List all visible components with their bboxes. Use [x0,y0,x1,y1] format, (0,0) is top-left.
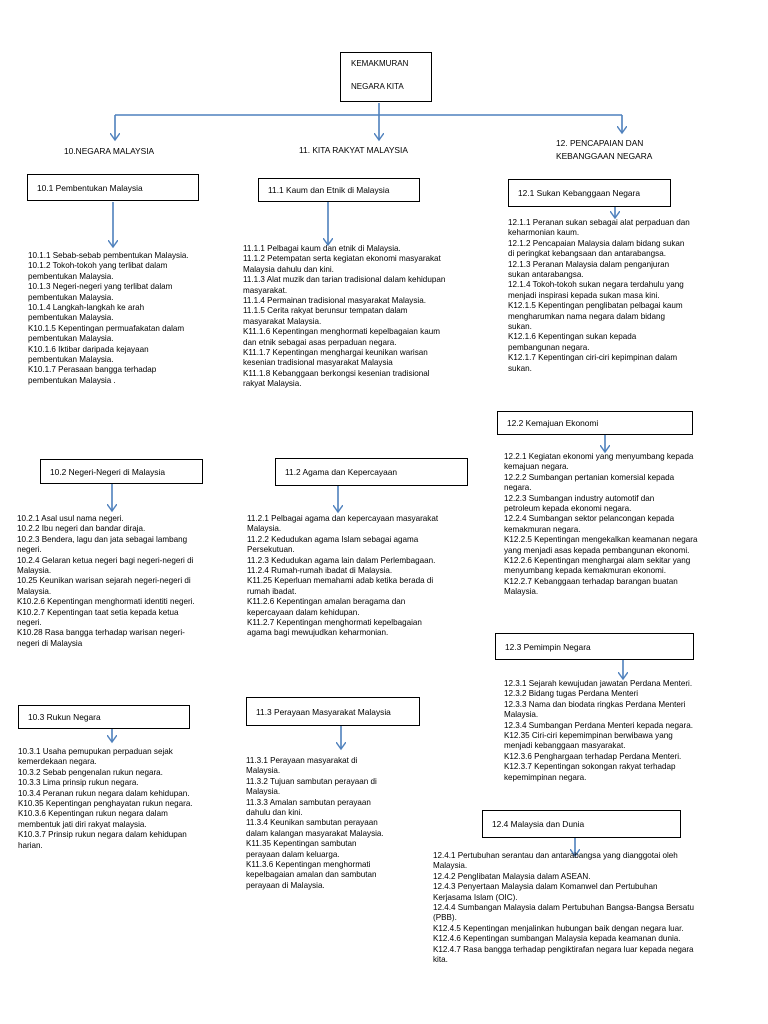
col3-heading-line2: KEBANGGAAN NEGARA [556,151,653,161]
item-12-3-1: 12.3.1 Sejarah kewujudan jawatan Perdana Menteri. [504,679,693,688]
item-11-3-4: 11.3.4 Keunikan sambutan perayaan dalam kalangan masyarakat Malaysia. [246,818,384,838]
root-box [340,52,432,102]
item-12-4-7: K12.4.7 Rasa bangga terhadap pengiktirafan negara luar kepada negara kita. [433,944,694,965]
box-12-1: 12.1 Sukan Kebanggaan Negara [508,179,671,207]
item-10-2-8: K10.28 Rasa bangga terhadap warisan negeri- negeri di Malaysia [17,628,185,648]
list-11-3 [246,756,411,891]
item-10-1-1: 10.1.1 Sebab-sebab pembentukan Malaysia. [28,251,189,260]
item-12-3-4: 12.3.4 Sumbangan Perdana Menteri kepada negara. [504,720,693,730]
item-12-3-6: K12.3.6 Penghargaan terhadap Perdana Menteri. [504,751,682,761]
item-10-2-6: K10.2.6 Kepentingan menghormati identiti negeri. [17,597,195,607]
item-12-4-1: 12.4.1 Pertubuhan serantau dan antarabangsa yang dianggotai oleh Malaysia. [433,851,678,871]
item-10-2-1: 10.2.1 Asal usul nama negeri. [17,514,124,523]
item-10-1-7: K10.1.7 Perasaan bangga terhadap pembentukan Malaysia . [28,365,157,385]
item-11-1-4: 11.1.4 Permainan tradisional masyarakat Malaysia. [243,296,426,306]
item-12-4-6: K12.4.6 Kepentingan sumbangan Malaysia kepada keamanan dunia. [433,934,681,944]
item-12-3-2: 12.3.2 Bidang tugas Perdana Menteri [504,689,639,699]
item-11-3-1: 11.3.1 Perayaan masyarakat di Malaysia. [246,756,358,776]
item-10-2-7: K10.2.7 Kepentingan taat setia kepada ketua negeri. [17,607,179,628]
root-line1: KEMAKMURAN [351,59,409,68]
item-11-3-5: K11.35 Kepentingan sambutan perayaan dalam keluarga. [246,839,357,859]
item-12-4-3: 12.4.3 Penyertaan Malaysia dalam Komanwel dan Pertubuhan Kerjasama Islam (OIC). [433,882,658,902]
item-12-2-5: K12.2.5 Kepentingan mengekalkan keamanan negara yang menjadi asas kepada pembangunan ekonomi. [504,535,698,555]
box-12-4: 12.4 Malaysia dan Dunia [482,810,681,838]
item-12-2-3: 12.2.3 Sumbangan industry automotif dan petroleum kepada ekonomi negara. [504,493,655,514]
item-12-1-3: 12.1.3 Peranan Malaysia dalam penganjuran sukan antarabangsa. [508,259,670,280]
root-line2: NEGARA KITA [351,82,404,91]
item-12-1-1: 12.1.1 Peranan sukan sebagai alat perpaduan dan keharmonian kaum. [508,218,690,238]
box-10-3: 10.3 Rukun Negara [18,705,190,729]
col3-heading [556,137,652,163]
col1-heading: 10.NEGARA MALAYSIA [64,146,155,156]
item-11-2-5: K11.25 Keperluan memahami adab ketika berada di rumah ibadat. [247,576,434,596]
item-12-2-2: 12.2.2 Sumbangan pertanian komersial kepada negara. [504,472,675,493]
item-12-1-6: K12.1.6 Kepentingan sukan kepada pembangunan negara. [508,332,637,352]
item-11-1-3: 11.1.3 Alat muzik dan tarian tradisional dalam kehidupan masyarakat. [243,275,446,295]
box-10-1: 10.1 Pembentukan Malaysia [27,174,199,201]
item-12-1-2: 12.1.2 Pencapaian Malaysia dalam bidang sukan di peringkat kebangsaan dan antarabangsa. [508,238,685,259]
list-12-1 [508,218,738,374]
item-10-3-1: 10.3.1 Usaha pemupukan perpaduan sejak kemerdekaan negara. [18,747,173,767]
item-10-1-6: K10.1.6 Iktibar daripada kejayaan pembentukan Malaysia. [28,344,149,365]
item-11-3-6: K11.3.6 Kepentingan menghormati kepelbagaian amalan dan sambutan perayaan di Malaysia. [246,860,377,890]
item-10-3-7: K10.3.7 Prinsip rukun negara dalam kehidupan harian. [18,830,187,850]
list-11-1 [243,244,488,390]
item-12-3-7: K12.3.7 Kepentingan sokongan rakyat terhadap kepemimpinan negara. [504,762,676,782]
col3-heading-line1: 12. PENCAPAIAN DAN [556,138,644,148]
item-10-1-5: K10.1.5 Kepentingan permuafakatan dalam pembentukan Malaysia. [28,323,185,344]
item-12-1-4: 12.1.4 Tokoh-tokoh sukan negara terdahulu yang menjadi inspirasi kepada sukan masa kini. [508,280,684,300]
box-11-3: 11.3 Perayaan Masyarakat Malaysia [246,697,420,726]
item-10-3-5: K10.35 Kepentingan penghayatan rukun negara. [18,799,193,809]
item-12-1-7: K12.1.7 Kepentingan ciri-ciri kepimpinan dalam sukan. [508,353,678,373]
item-11-2-3: 11.2.3 Kedudukan agama lain dalam Perlembagaan. [247,555,436,565]
list-10-2 [17,514,232,649]
list-12-3 [504,679,734,783]
box-11-1: 11.1 Kaum dan Etnik di Malaysia [258,178,420,202]
item-12-1-5: K12.1.5 Kepentingan penglibatan pelbagai kaum mengharumkan nama negara dalam bidang sukan. [508,301,683,332]
item-12-2-6: K12.2.6 Kepentingan menghargai alam sekitar yang menyumbang kepada kemakmuran ekonomi. [504,556,691,576]
box-10-2: 10.2 Negeri-Negeri di Malaysia [40,459,203,484]
item-12-3-3: 12.3.3 Nama dan biodata ringkas Perdana Menteri Malaysia. [504,699,686,720]
col2-heading: 11. KITA RAKYAT MALAYSIA [299,145,408,155]
item-10-3-3: 10.3.3 Lima prinsip rukun negara. [18,778,139,788]
item-10-2-4: 10.2.4 Gelaran ketua negeri bagi negeri-negeri di Malaysia. [17,555,194,576]
item-11-1-7: K11.1.7 Kepentingan menghargai keunikan warisan kesenian tradisional masyarakat Malaysia [243,348,428,368]
item-11-3-2: 11.3.2 Tujuan sambutan perayaan di Malaysia. [246,776,377,797]
box-12-3: 12.3 Pemimpin Negara [495,633,694,660]
item-11-1-2: 11.1.2 Petempatan serta kegiatan ekonomi masyarakat Malaysia dahulu dan kini. [243,254,441,274]
item-12-4-5: K12.4.5 Kepentingan menjalinkan hubungan baik dengan negara luar. [433,923,684,933]
box-12-2: 12.2 Kemajuan Ekonomi [497,411,693,435]
item-11-1-8: K11.1.8 Kebanggaan berkongsi kesenian tradisional rakyat Malaysia. [243,368,430,389]
list-10-1 [28,251,228,386]
item-12-2-4: 12.2.4 Sumbangan sektor pelancongan kepada kemakmuran negara. [504,514,675,534]
list-11-2 [247,514,487,639]
item-10-3-4: 10.3.4 Peranan rukun negara dalam kehidupan. [18,788,190,798]
list-12-2 [504,452,734,598]
item-12-4-4: 12.4.4 Sumbangan Malaysia dalam Pertubuhan Bangsa-Bangsa Bersatu (PBB). [433,903,694,923]
item-10-1-2: 10.1.2 Tokoh-tokoh yang terlibat dalam pembentukan Malaysia. [28,261,168,281]
item-10-1-3: 10.1.3 Negeri-negeri yang terlibat dalam pembentukan Malaysia. [28,282,173,302]
item-12-2-7: K12.2.7 Kebanggaan terhadap barangan buatan Malaysia. [504,576,678,597]
item-12-2-1: 12.2.1 Kegiatan ekonomi yang menyumbang kepada kemajuan negara. [504,452,694,472]
item-10-3-6: K10.3.6 Kepentingan rukun negara dalam membentuk jati diri rakyat malaysia. [18,809,168,829]
item-11-1-1: 11.1.1 Pelbagai kaum dan etnik di Malaysia. [243,244,401,253]
item-10-1-4: 10.1.4 Langkah-langkah ke arah pembentukan Malaysia. [28,303,145,323]
list-10-3 [18,747,233,851]
item-10-2-3: 10.2.3 Bendera, lagu dan jata sebagai lambang negeri. [17,534,188,555]
item-11-2-7: K11.2.7 Kepentingan menghormati kepelbagaian agama bagi mewujudkan keharmonian. [247,618,422,638]
item-11-3-3: 11.3.3 Amalan sambutan perayaan dahulu dan kini. [246,797,371,818]
item-12-3-5: K12.35 Ciri-ciri kepemimpinan berwibawa yang menjadi kebanggaan masyarakat. [504,731,673,751]
item-12-4-2: 12.4.2 Penglibatan Malaysia dalam ASEAN. [433,871,591,881]
box-11-2: 11.2 Agama dan Kepercayaan [275,458,468,486]
item-11-2-2: 11.2.2 Kedudukan agama Islam sebagai agama Persekutuan. [247,534,419,555]
item-10-2-5: 10.25 Keunikan warisan sejarah negeri-negeri di Malaysia. [17,576,191,596]
item-11-2-1: 11.2.1 Pelbagai agama dan kepercayaan masyarakat Malaysia. [247,514,439,534]
item-11-1-6: K11.1.6 Kepentingan menghormati kepelbagaian kaum dan etnik sebagai asas perpaduan negara. [243,327,440,347]
list-12-4 [433,851,753,965]
item-11-2-4: 11.2.4 Rumah-rumah ibadat di Malaysia. [247,566,393,576]
item-11-1-5: 11.1.5 Cerita rakyat berunsur tempatan dalam masyarakat Malaysia. [243,306,408,326]
item-10-3-2: 10.3.2 Sebab pengenalan rukun negara. [18,767,163,777]
item-10-2-2: 10.2.2 Ibu negeri dan bandar diraja. [17,524,146,534]
item-11-2-6: K11.2.6 Kepentingan amalan beragama dan kepercayaan dalam kehidupan. [247,597,406,617]
